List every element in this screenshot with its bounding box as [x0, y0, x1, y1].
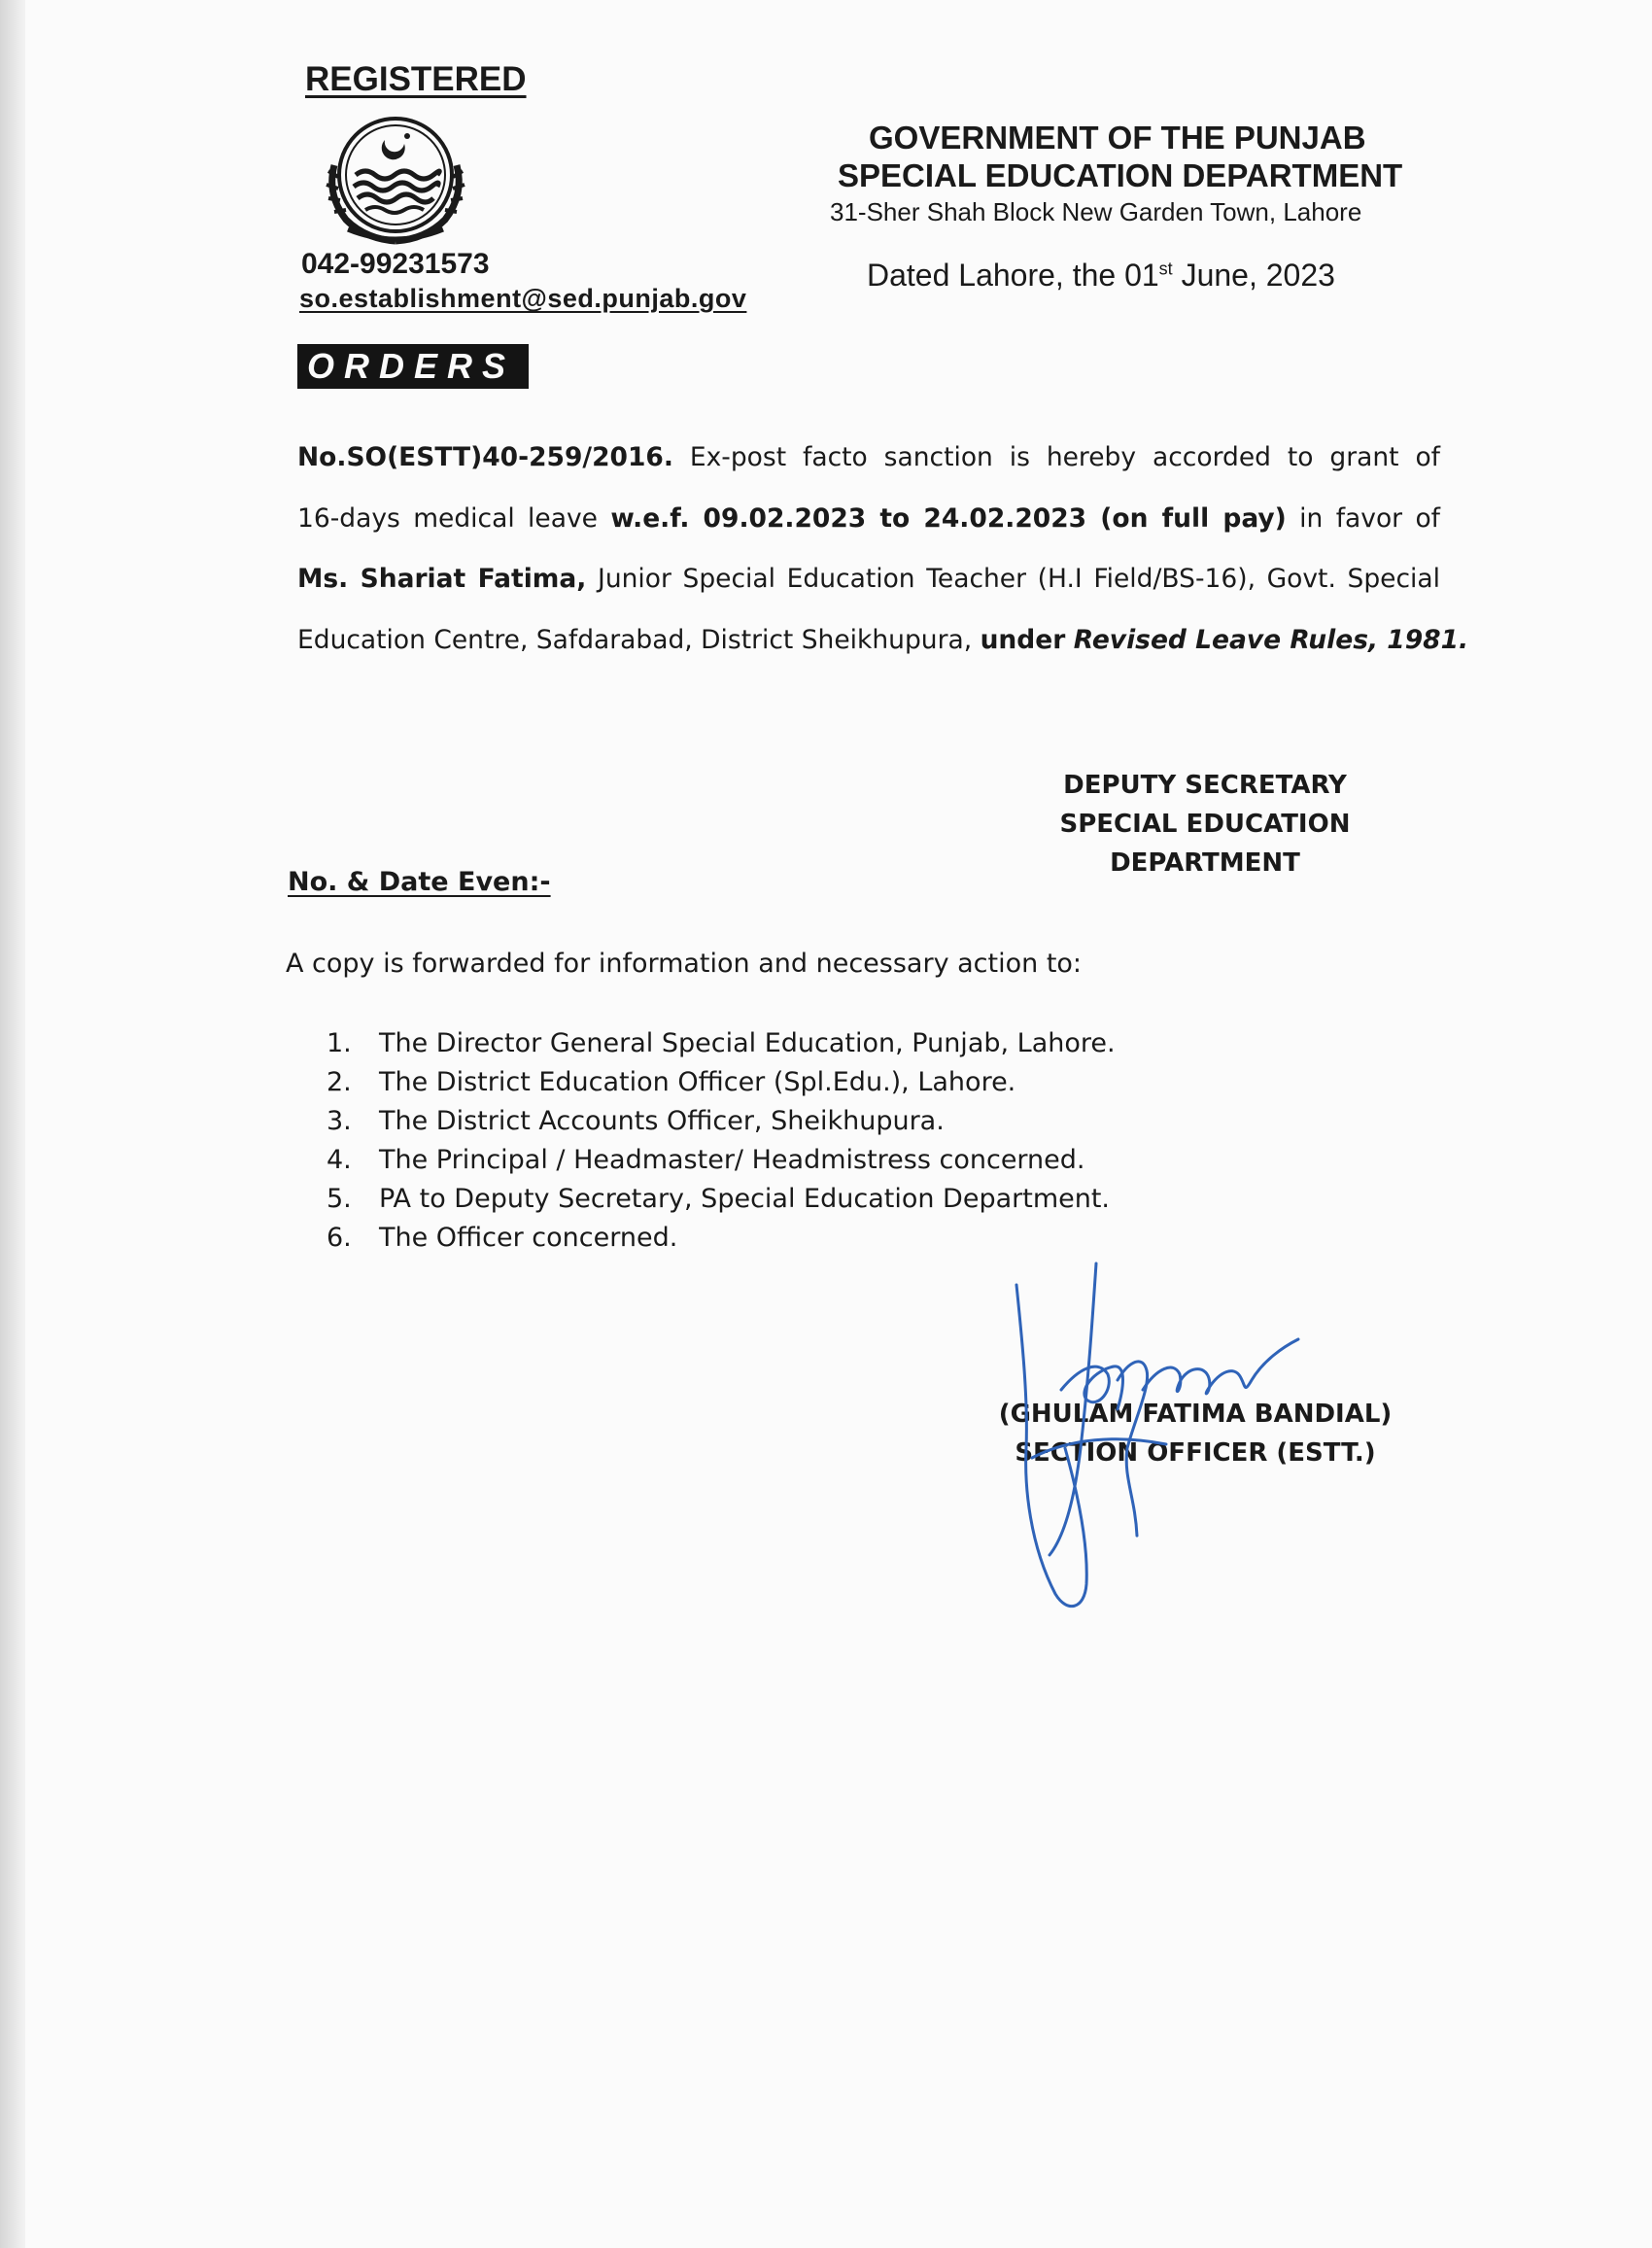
order-line-4: Education Centre, Safdarabad, District Sheikhupura, under Revised Leave Rules, 1981.	[297, 625, 1469, 655]
scan-edge-shadow	[0, 0, 25, 2248]
list-item: 3. The District Accounts Officer, Sheikhupura.	[327, 1106, 945, 1136]
officer-name: (GHULAM FATIMA BANDIAL)	[998, 1400, 1393, 1429]
list-item: 1. The Director General Special Education, Punjab, Lahore.	[327, 1028, 1116, 1058]
list-item: 2. The District Education Officer (Spl.Edu.), Lahore.	[327, 1067, 1016, 1097]
punjab-emblem-icon	[309, 107, 482, 251]
government-title: GOVERNMENT OF THE PUNJAB	[869, 120, 1366, 156]
endorsement-intro: A copy is forwarded for information and necessary action to:	[286, 949, 1083, 979]
deputy-secretary-line-2: SPECIAL EDUCATION	[1059, 810, 1351, 839]
list-item: 5. PA to Deputy Secretary, Special Education Department.	[327, 1184, 1111, 1214]
email-address[interactable]: so.establishment@sed.punjab.gov	[299, 284, 747, 313]
handwritten-signature-icon	[972, 1254, 1322, 1623]
order-line-1: No.SO(ESTT)40-259/2016. Ex-post facto sanction is hereby accorded to grant of	[297, 442, 1440, 472]
department-address: 31-Sher Shah Block New Garden Town, Lahore	[830, 197, 1362, 226]
list-item: 4. The Principal / Headmaster/ Headmistress concerned.	[327, 1145, 1085, 1175]
registered-label: REGISTERED	[305, 60, 527, 98]
order-line-2: 16-days medical leave w.e.f. 09.02.2023 to 24.02.2023 (on full pay) in favor of	[297, 503, 1440, 534]
endorsement-heading: No. & Date Even:-	[288, 867, 551, 897]
deputy-secretary-line-1: DEPUTY SECRETARY	[1063, 771, 1347, 800]
officer-title: SECTION OFFICER (ESTT.)	[1015, 1438, 1376, 1468]
date-line: Dated Lahore, the 01st June, 2023	[867, 258, 1335, 293]
list-item: 6. The Officer concerned.	[327, 1223, 678, 1253]
employee-name: Ms. Shariat Fatima,	[297, 564, 587, 594]
phone-number: 042-99231573	[301, 248, 490, 280]
department-title: SPECIAL EDUCATION DEPARTMENT	[838, 157, 1403, 193]
order-number: No.SO(ESTT)40-259/2016.	[297, 442, 673, 472]
orders-heading: ORDERS	[297, 344, 529, 389]
deputy-secretary-line-3: DEPARTMENT	[1110, 848, 1300, 878]
order-line-3: Ms. Shariat Fatima, Junior Special Education Teacher (H.I Field/BS-16), Govt. Special	[297, 564, 1440, 594]
